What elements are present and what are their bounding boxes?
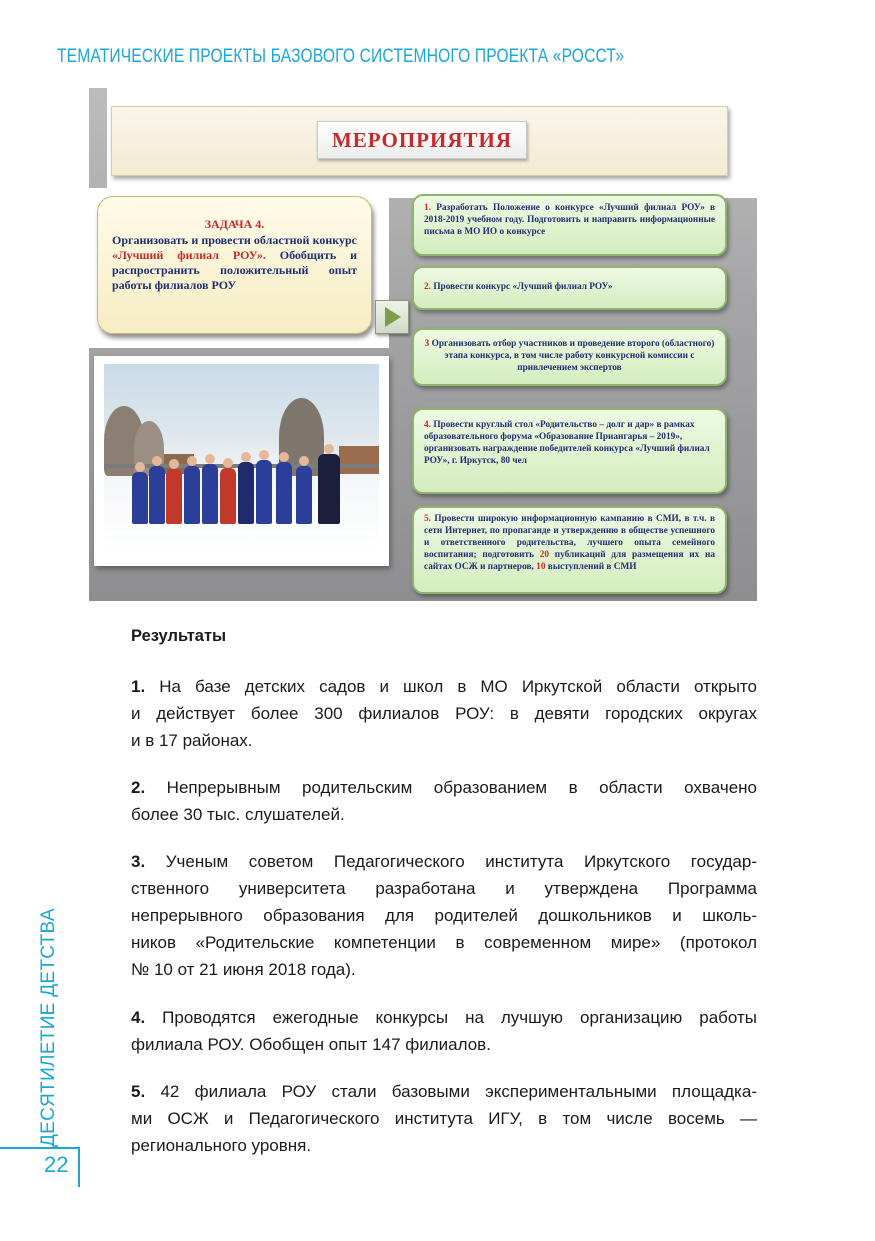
step-4	[412, 408, 727, 494]
step-4-number: 4.	[424, 420, 431, 430]
result-item-4	[131, 1004, 757, 1058]
slide-title: МЕРОПРИЯТИЯ	[331, 127, 513, 152]
page-number-rule-vertical	[78, 1147, 80, 1187]
task-line-2: Обобщить и распространить положительный опыт работы филиалов РОУ	[112, 248, 358, 292]
result-3-line-3: непрерывного образования для родителей дошкольников и школь-	[131, 906, 757, 925]
team-photo	[104, 364, 379, 554]
step-5-text-c: выступлений в СМИ	[547, 562, 637, 572]
results-heading: Результаты	[131, 627, 227, 645]
step-2-text: Провести конкурс «Лучший филиал РОУ»	[433, 282, 613, 292]
step-3-text: Организовать отбор участников и проведение второго (областного) этапа конкурса, в том числе работу конкурсной комиссии с привлечением экспертов	[431, 339, 715, 373]
running-title: ТЕМАТИЧЕСКИЕ ПРОЕКТЫ БАЗОВОГО СИСТЕМНОГО ПРОЕКТА «РОССТ»	[57, 46, 625, 67]
result-3-line-5: № 10 от 21 июня 2018 года).	[131, 960, 356, 979]
result-3-line-1: Ученым советом Педагогического института Иркутского государ-	[165, 852, 758, 871]
result-1-line-2: и действует более 300 филиалов РОУ: в девяти городских округах	[131, 704, 757, 723]
step-5-text-b: публикаций для размещения их на сайтах ОСЖ и партнеров,	[424, 550, 715, 572]
step-5	[412, 506, 727, 594]
step-5-text-a: Провести широкую информационную кампанию в СМИ, в т.ч. в сети Интернет, по пропаганде и утверждению в обществе успешного и ответственного родительства, лучшего опыта семейного воспитания; подготовить	[424, 514, 715, 560]
result-4-line-1: Проводятся ежегодные конкурсы на лучшую организацию работы	[162, 1008, 757, 1027]
task-line-1: Организовать и провести областной конкурс	[112, 233, 357, 247]
page-number: 22	[44, 1152, 69, 1177]
step-5-number: 5.	[424, 514, 431, 524]
result-4-line-2: филиала РОУ. Обобщен опыт 147 филиалов.	[131, 1035, 491, 1054]
result-4-number: 4.	[131, 1008, 146, 1027]
step-3-number: 3	[424, 339, 430, 349]
slide-title-plate	[317, 121, 527, 159]
result-5-line-2: ми ОСЖ и Педагогического института ИГУ, в том числе восемь —	[131, 1109, 757, 1128]
result-5-line-1: 42 филиала РОУ стали базовыми экспериментальными площадка-	[160, 1082, 757, 1101]
result-item-1	[131, 673, 757, 754]
step-1	[412, 194, 727, 256]
result-1-line-1: На базе детских садов и школ в МО Иркутской области открыто	[159, 677, 757, 696]
result-3-line-2: ственного университета разработана и утверждена Программа	[131, 879, 757, 898]
step-4-text: Провести круглый стол «Родительство – долг и дар» в рамках образовательного форума «Образование Приангарья – 2019», организовать награждение победителей конкурса «Лучший филиал РОУ», г. Иркутск, 80 чел	[424, 420, 710, 466]
result-3-line-4: ников «Родительские компетенции в современном мире» (протокол	[131, 933, 757, 952]
result-2-number: 2.	[131, 778, 146, 797]
step-2-number: 2.	[424, 282, 431, 292]
result-2-line-1: Непрерывным родительским образованием в области охвачено	[166, 778, 757, 797]
step-5-count-appearances: 10	[536, 562, 546, 572]
step-2	[412, 266, 727, 310]
task-title: ЗАДАЧА 4.	[204, 217, 265, 231]
play-arrow-icon	[375, 300, 409, 334]
slide-title-banner	[111, 106, 728, 176]
step-1-number: 1.	[424, 203, 431, 213]
result-5-number: 5.	[131, 1082, 146, 1101]
step-3	[412, 328, 727, 386]
vertical-section-title: ДЕСЯТИЛЕТИЕ ДЕТСТВА	[38, 908, 59, 1147]
slide-image	[89, 88, 757, 601]
result-3-number: 3.	[131, 852, 146, 871]
result-1-number: 1.	[131, 677, 146, 696]
photo-frame	[94, 356, 389, 566]
result-1-line-3: и в 17 районах.	[131, 731, 253, 750]
result-item-2	[131, 774, 757, 828]
result-item-5	[131, 1078, 757, 1159]
page-number-rule	[0, 1147, 78, 1149]
step-5-count-publications: 20	[539, 550, 550, 560]
task-body	[112, 233, 357, 293]
result-item-3	[131, 848, 757, 983]
result-2-line-2: более 30 тыс. слушателей.	[131, 805, 345, 824]
task-highlight: «Лучший филиал РОУ».	[112, 248, 266, 262]
result-5-line-3: регионального уровня.	[131, 1136, 312, 1155]
task-box	[97, 196, 372, 334]
step-1-text: Разработать Положение о конкурсе «Лучший филиал РОУ» в 2018-2019 учебном году. Подготовить и направить информационные письма в МО ИО о конкурсе	[424, 203, 715, 237]
